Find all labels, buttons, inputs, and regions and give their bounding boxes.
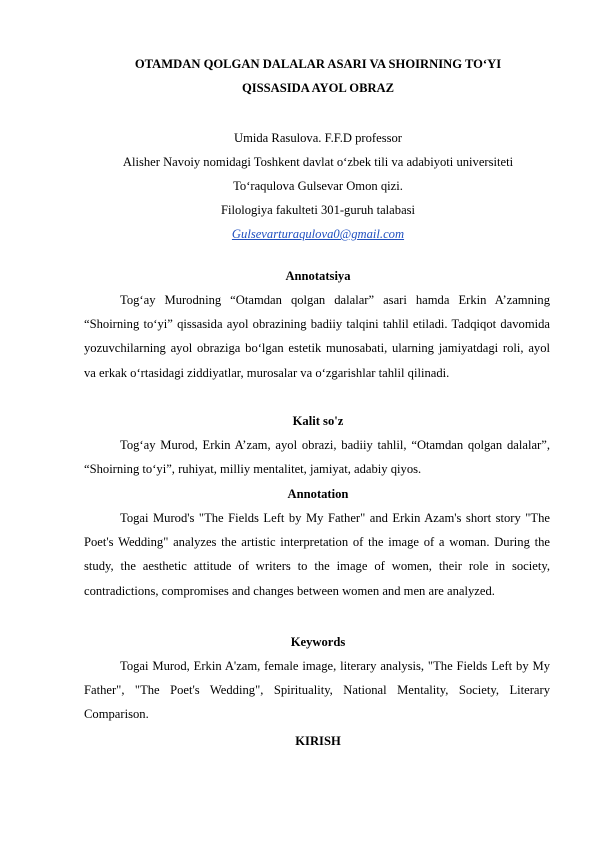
author-email-link[interactable]: Gulsevarturaqulova0@gmail.com bbox=[231, 227, 405, 241]
paper-title-line-1: OTAMDAN QOLGAN DALALAR ASARI VA SHOIRNING TO‘YI bbox=[134, 57, 502, 71]
annotatsiya-heading: Annotatsiya bbox=[285, 269, 351, 283]
annotatsiya-text: Tog‘ay Murodning “Otamdan qolgan dalalar” asari hamda Erkin A’zamning “Shoirning to‘yi” qissasida ayol obrazining badiiy talqini tahlil etiladi. Tadqiqot davomida yozuvchilarning ayol obraziga bo‘lgan estetik munosabati, ularning jamiyatdagi roli, ayol va erkak o‘rtasidagi ziddiyatlar, murosalar va o‘zgarishlar tahlil qilinadi. bbox=[84, 293, 550, 380]
keywords-text: Togai Murod, Erkin A'zam, female image, literary analysis, "The Fields Left by My Father", "The Poet's Wedding", Spirituality, National Mentality, Society, Literary Comparison. bbox=[84, 659, 550, 722]
author-2: To‘raqulova Gulsevar Omon qizi. bbox=[233, 179, 403, 193]
keywords-heading: Keywords bbox=[290, 635, 346, 649]
annotation-heading: Annotation bbox=[287, 487, 349, 501]
paper-title bbox=[84, 52, 552, 100]
kalit-heading: Kalit so'z bbox=[292, 414, 344, 428]
kalit-text: Tog‘ay Murod, Erkin A’zam, ayol obrazi, badiiy tahlil, “Otamdan qolgan dalalar”, “Shoirning to‘yi”, ruhiyat, milliy mentalitet, jamiyat, adabiy qiyos. bbox=[84, 438, 550, 477]
author-email-container bbox=[60, 222, 576, 246]
author-1: Umida Rasulova. F.F.D professor bbox=[234, 131, 402, 145]
affiliation: Alisher Navoiy nomidagi Toshkent davlat o‘zbek tili va adabiyoti universiteti bbox=[122, 155, 514, 169]
author-2-role: Filologiya fakulteti 301-guruh talabasi bbox=[220, 203, 416, 217]
kirish-heading: KIRISH bbox=[295, 734, 341, 748]
annotation-text: Togai Murod's "The Fields Left by My Father" and Erkin Azam's short story "The Poet's Wedding" analyzes the artistic interpretation of the image of a woman. During the study, the aesthetic attitude of writers to the image of women, their role in society, contradictions, compromises and changes between women and men are analyzed. bbox=[84, 511, 550, 598]
paper-title-line-2: QISSASIDA AYOL OBRAZ bbox=[241, 81, 395, 95]
